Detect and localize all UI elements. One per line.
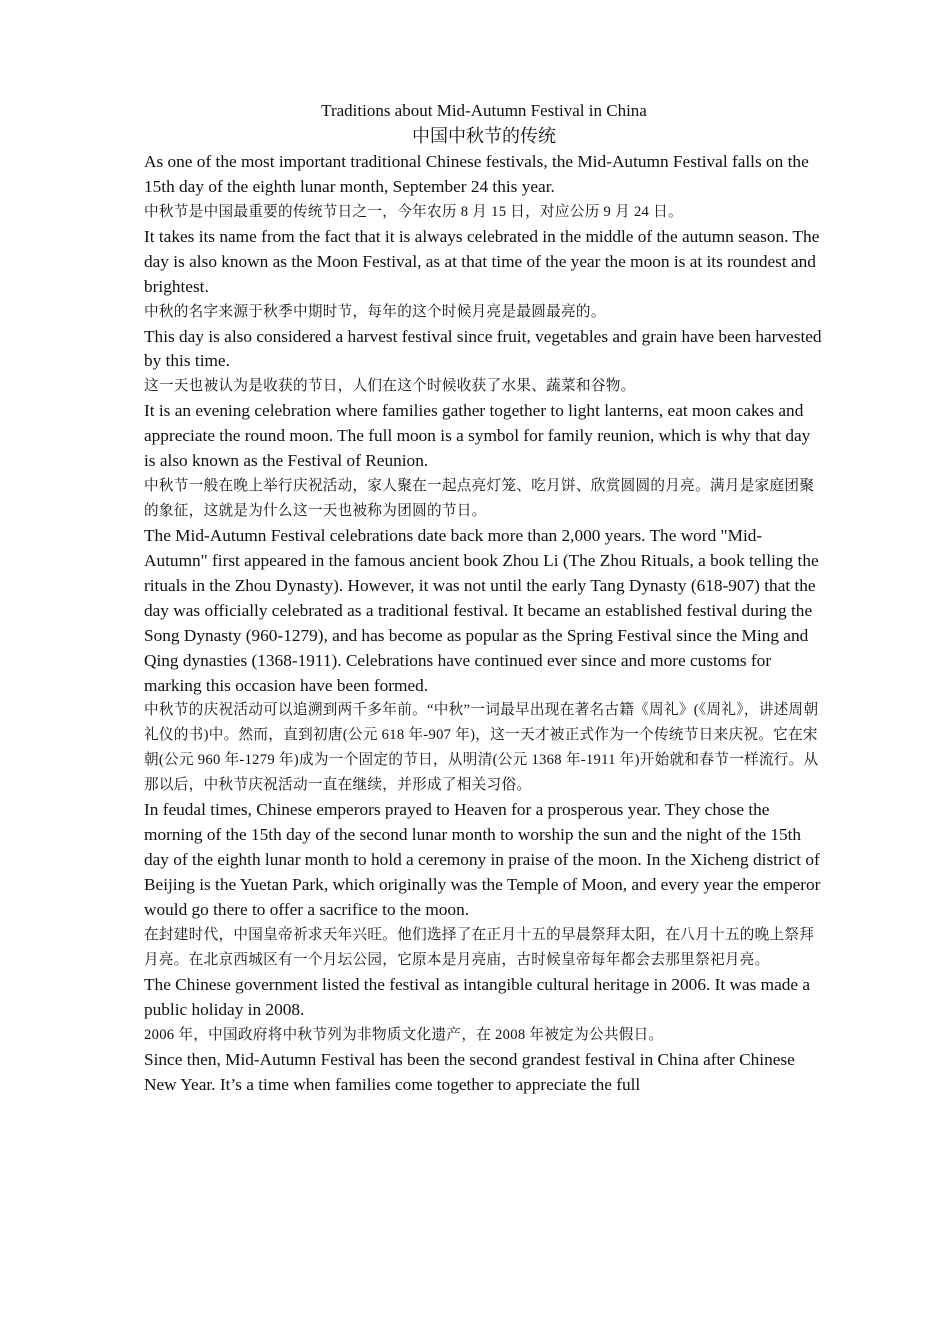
paragraph-chinese: 中秋节是中国最重要的传统节日之一，今年农历 8 月 15 日，对应公历 9 月 24 日。 — [144, 203, 683, 220]
paragraph-chinese: 中秋节的庆祝活动可以追溯到两千多年前。“中秋”一词最早出现在著名古籍《周礼》(《周礼》，讲述周朝礼仪的书)中。然而，直到初唐(公元 618 年-907 年)，这一天才被正式作为一个传统节日来庆祝。它在宋朝(公元 960 年-1279 年)成为一个固定的节日，从明清(公元 1368 年-1911 年)开始就和春节一样流行。从那以后，中秋节庆祝活动一直在继续，并形成了相关习俗。 — [144, 702, 819, 794]
paragraph-chinese: 这一天也被认为是收获的节日，人们在这个时候收获了水果、蔬菜和谷物。 — [144, 378, 636, 395]
paragraph-english: Since then, Mid-Autumn Festival has been the second grandest festival in China after Chinese New Year. It’s a time when families come together to appreciate the full — [144, 1049, 795, 1094]
paragraph-english: It takes its name from the fact that it is always celebrated in the middle of the autumn season. The day is also known as the Moon Festival, as at that time of the year the moon is at its roundest and brightest. — [144, 226, 820, 296]
paragraph-english: As one of the most important traditional Chinese festivals, the Mid-Autumn Festival falls on the 15th day of the eighth lunar month, September 24 this year. — [144, 152, 809, 196]
document-title-english: Traditions about Mid-Autumn Festival in China — [321, 101, 647, 120]
paragraph-english: This day is also considered a harvest festival since fruit, vegetables and grain have been harvested by this time. — [144, 326, 822, 371]
paragraph-chinese: 2006 年，中国政府将中秋节列为非物质文化遗产，在 2008 年被定为公共假日。 — [144, 1026, 664, 1043]
paragraph-english: It is an evening celebration where families gather together to light lanterns, eat moon cakes and appreciate the round moon. The full moon is a symbol for family reunion, which is why that day is also known as the Festival of Reunion. — [144, 401, 811, 471]
paragraph-chinese: 在封建时代，中国皇帝祈求天年兴旺。他们选择了在正月十五的早晨祭拜太阳，在八月十五的晚上祭拜月亮。在北京西城区有一个月坛公园，它原本是月亮庙，古时候皇帝每年都会去那里祭祀月亮。 — [144, 926, 815, 968]
paragraph-english: In feudal times, Chinese emperors prayed to Heaven for a prosperous year. They chose the morning of the 15th day of the second lunar month to worship the sun and the night of the 15th day of the eighth lunar month to hold a ceremony in praise of the moon. In the Xicheng district of Beijing is the Yuetan Park, which originally was the Temple of Moon, and every year the emperor would go there to offer a sacrifice to the moon. — [144, 800, 821, 920]
paragraph-chinese: 中秋节一般在晚上举行庆祝活动，家人聚在一起点亮灯笼、吃月饼、欣赏圆圆的月亮。满月是家庭团聚的象征，这就是为什么这一天也被称为团圆的节日。 — [144, 478, 815, 520]
document-page — [144, 98, 824, 1098]
paragraph-english: The Mid-Autumn Festival celebrations date back more than 2,000 years. The word "Mid-Autumn" first appeared in the famous ancient book Zhou Li (The Zhou Rituals, a book telling the rituals in the Zhou Dynasty). However, it was not until the early Tang Dynasty (618-907) that the day was officially celebrated as a traditional festival. It became an established festival during the Song Dynasty (960-1279), and has become as popular as the Spring Festival since the Ming and Qing dynasties (1368-1911). Celebrations have continued ever since and more customs for marking this occasion have been formed. — [144, 526, 819, 695]
paragraph-english: The Chinese government listed the festival as intangible cultural heritage in 2006. It was made a public holiday in 2008. — [144, 974, 811, 1019]
document-title-chinese: 中国中秋节的传统 — [412, 126, 556, 146]
paragraph-chinese: 中秋的名字来源于秋季中期时节，每年的这个时候月亮是最圆最亮的。 — [144, 303, 606, 320]
